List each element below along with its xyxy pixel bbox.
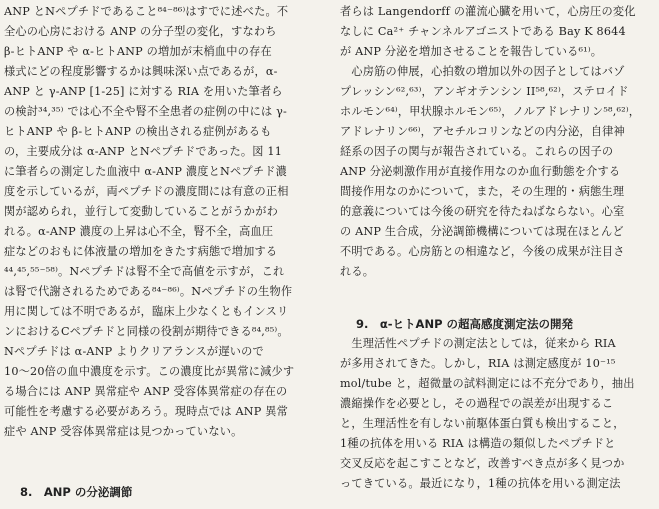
text-line: プレッシン⁶²,⁶³⁾，アンギオテンシン II⁵⁸,⁶²⁾，ステロイド: [340, 85, 629, 98]
text-line: 生理活性ペプチドの測定法としては，従来から RIA: [340, 337, 616, 350]
text-line: の検討³⁴,³⁵⁾ では心不全や腎不全患者の症例の中には γ-: [4, 105, 287, 118]
text-line: 交叉反応を起こすことなど，改善すべき点が多く見つか: [340, 457, 625, 470]
section-gap: [340, 282, 654, 302]
text-line: れる。: [340, 265, 375, 278]
text-line: ヒトANP や β-ヒトANP の検出される症例があるも: [4, 125, 272, 138]
text-line: と，生理活性を有しない前駆体蛋白質も検出すること，: [340, 417, 625, 430]
text-line: 1種の抗体を用いる RIA は構造の類似したペプチドと: [340, 437, 616, 450]
text-line: ANP とNペプチドであること⁸⁴⁻⁸⁶⁾はすでに述べた。不: [4, 5, 289, 18]
text-line: れる。α-ANP 濃度の上昇は心不全，腎不全，高血圧: [4, 225, 274, 238]
text-line: 様式にどの程度影響するかは興味深い点であるが，α-: [4, 65, 278, 78]
text-line: 経系の因子の関与が報告されている。これらの因子の: [340, 145, 614, 158]
text-line: が ANP 分泌を増加させることを報告している⁶¹⁾。: [340, 45, 603, 58]
text-line: ⁴⁴,⁴⁵,⁵⁵⁻⁵⁸⁾。Nペプチドは腎不全で高値を示すが，これ: [4, 265, 285, 278]
text-line: 間接作用なのかについて，また，その生理的・病態生理: [340, 185, 625, 198]
text-line: 不明である。心房筋との相違など，今後の成果が注目さ: [340, 245, 625, 258]
text-line: に筆者らの測定した血液中 α-ANP 濃度とNペプチド濃: [4, 165, 287, 178]
text-line: の，主要成分は α-ANP とNペプチドであった。図 11: [4, 145, 283, 158]
text-line: ホルモン⁶⁴⁾，甲状腺ホルモン⁶⁵⁾，ノルアドレナリン⁵⁸,⁶²⁾，: [340, 105, 641, 118]
text-line: ANP と γ-ANP [1-25] に対する RIA を用いた筆者ら: [4, 85, 283, 98]
text-line: β-ヒトANP や α-ヒトANP の増加が末梢血中の存在: [4, 45, 272, 58]
text-line: 全心の心房における ANP の分子型の変化，すなわち: [4, 25, 277, 38]
text-line: 用に関しては不明であるが，臨床上少なくともインスリ: [4, 305, 289, 318]
section-heading-9: 9. α-ヒトANP の超高感度測定法の開発: [356, 317, 573, 331]
text-line: 心房筋の伸展，心拍数の増加以外の因子としてはバゾ: [340, 65, 625, 78]
right-column: [340, 2, 654, 316]
text-line: が多用されてきた。しかし，RIA は測定感度が 10⁻¹⁵: [340, 357, 616, 370]
right-column-continued: [340, 334, 654, 494]
text-line: アドレナリン⁶⁶⁾，アセチルコリンなどの内分泌，自律神: [340, 125, 625, 138]
text-line: 的意義については今後の研究を待たねばならない。心室: [340, 205, 625, 218]
text-line: 者らは Langendorff の灌流心臓を用いて，心房圧の変化: [340, 5, 636, 18]
text-line: る場合には ANP 異常症や ANP 受容体異常症の存在の: [4, 385, 288, 398]
left-column: [4, 2, 320, 442]
text-line: 症や ANP 受容体異常症は見つかっていない。: [4, 425, 243, 438]
text-line: mol/tube と，超微量の試料測定には不充分であり，抽出: [340, 377, 635, 390]
text-line: Nペプチドは α-ANP よりクリアランスが遅いので: [4, 345, 264, 358]
text-line: 10～20倍の血中濃度を示す。この濃度比が異常に減少す: [4, 365, 295, 378]
text-line: なしに Ca²⁺ チャンネルアゴニストである Bay K 8644: [340, 25, 626, 38]
text-line: の ANP 生合成，分泌調節機構については現在ほとんど: [340, 225, 624, 238]
section-heading-8: 8. ANP の分泌調節: [20, 485, 133, 499]
text-line: 関が認められ，並行して変動していることがうかがわ: [4, 205, 278, 218]
text-line: ANP 分泌刺激作用が直接作用なのか血行動態を介する: [340, 165, 621, 178]
section-gap: [340, 302, 654, 316]
text-line: ンにおけるCペプチドと同様の役割が期待できる⁸⁴,⁸⁵⁾。: [4, 325, 289, 338]
text-line: 濃縮操作を必要とし，その過程での誤差が出現するこ: [340, 397, 614, 410]
text-line: 可能性を考慮する必要があろう。現時点では ANP 異常: [4, 405, 289, 418]
text-line: ってきている。最近になり，1種の抗体を用いる測定法: [340, 477, 621, 490]
text-line: 度を示しているが，両ペプチドの濃度間には有意の正相: [4, 185, 289, 198]
text-line: は腎で代謝されるためである⁸⁴⁻⁸⁶⁾。Nペプチドの生物作: [4, 285, 293, 298]
text-line: 症などのおもに体液量の増加をきたす病態で増加する: [4, 245, 278, 258]
